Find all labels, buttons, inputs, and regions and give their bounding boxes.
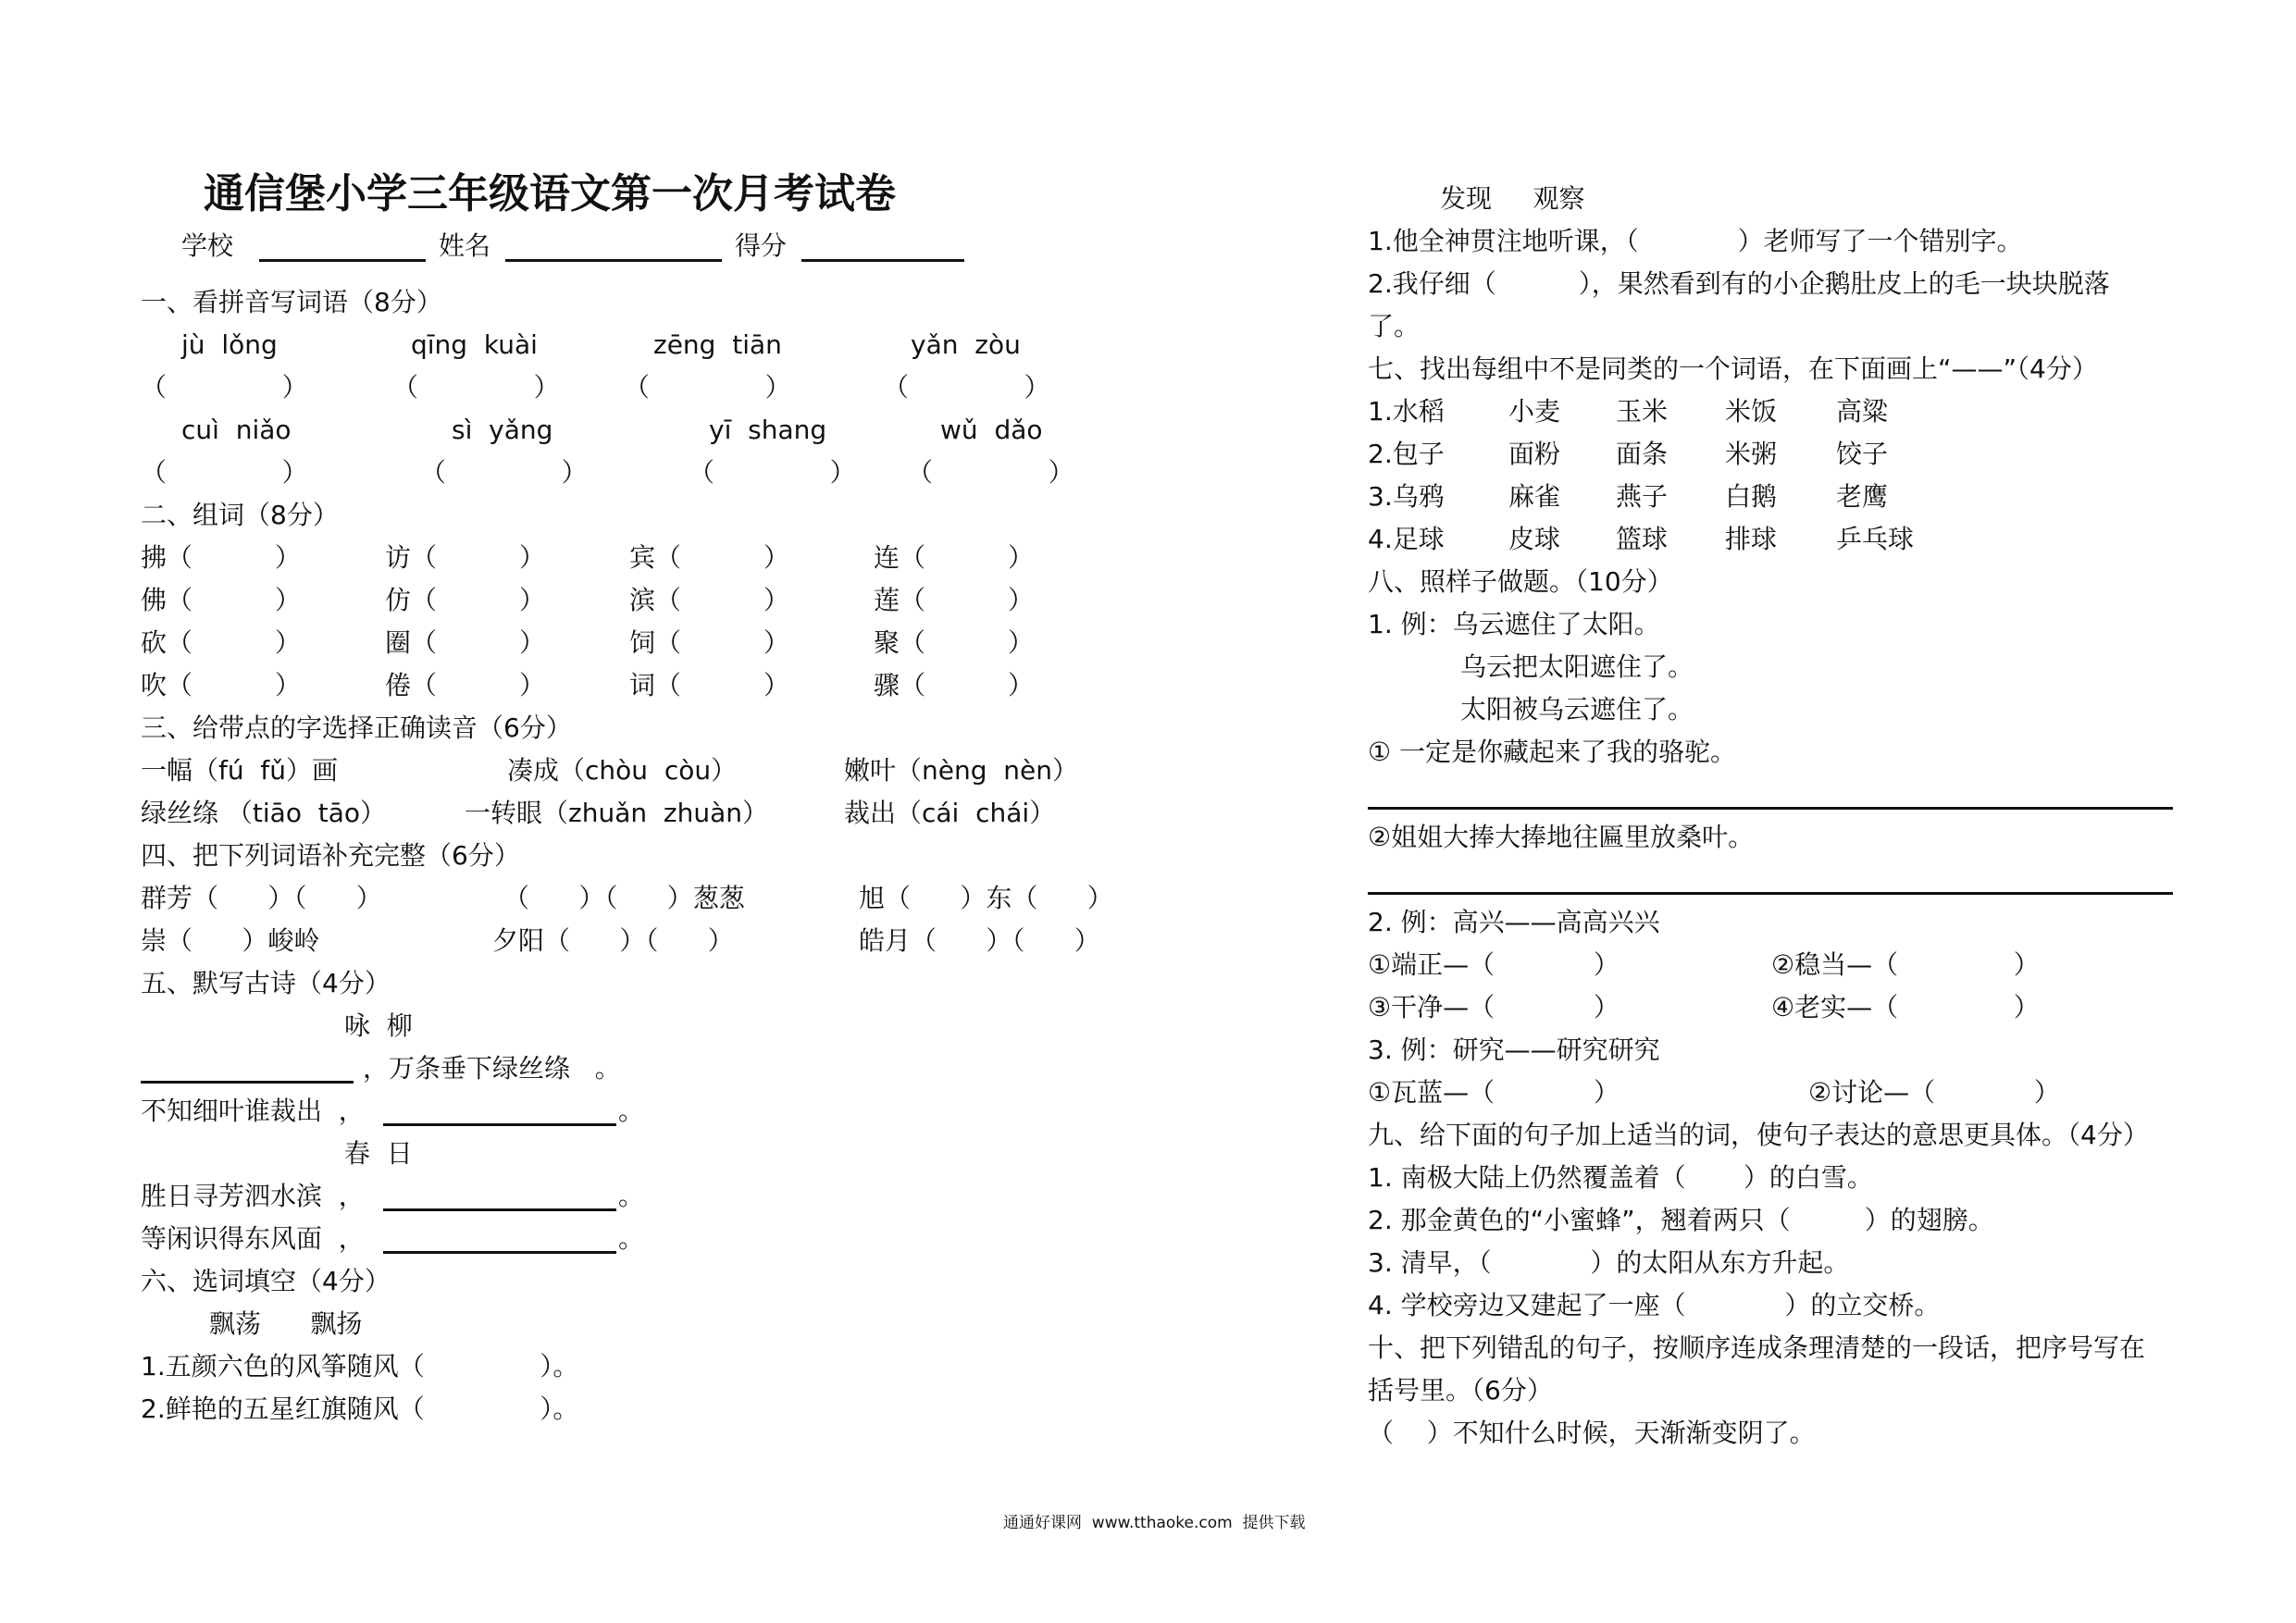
poem-title: 春 日 — [344, 1138, 413, 1169]
q9-heading: 九、给下面的句子加上适当的词，使句子表达的意思更具体。（4分） — [1368, 1120, 2149, 1150]
poem-blank[interactable] — [383, 1123, 616, 1126]
reduplication-item[interactable]: ③干净—（ ） — [1368, 992, 1620, 1022]
reading-choice[interactable]: 一幅（fú fǔ）画 — [141, 755, 339, 786]
answer-bracket[interactable]: （ ） — [624, 372, 791, 403]
word-group-item[interactable]: 词（ ） — [629, 670, 790, 700]
q6-heading: 六、选词填空（4分） — [141, 1266, 391, 1296]
answer-bracket[interactable]: （ ） — [141, 457, 308, 488]
pinyin: zēng tiān — [653, 329, 782, 360]
word-option[interactable]: 燕子 — [1616, 481, 1669, 512]
fill-item[interactable]: 2.我仔细（ ），果然看到有的小企鹅肚皮上的毛一块块脱落 — [1368, 268, 2110, 299]
pinyin: yǎn zòu — [911, 329, 1021, 360]
word-group-item[interactable]: 连（ ） — [874, 542, 1035, 573]
word-option[interactable]: 排球 — [1725, 524, 1778, 554]
reduplication-item[interactable]: ①瓦蓝—（ ） — [1368, 1077, 1620, 1108]
word-option[interactable]: 1.水稻 — [1368, 396, 1445, 427]
word-option[interactable]: 3.乌鸦 — [1368, 481, 1445, 512]
example-sentence: 1. 例：乌云遮住了太阳。 — [1368, 609, 1660, 639]
pinyin: yī shang — [709, 415, 827, 445]
example-sentence: 乌云把太阳遮住了。 — [1460, 651, 1694, 682]
word-option[interactable]: 玉米 — [1616, 396, 1669, 427]
school-label: 学校 — [181, 230, 234, 261]
poem-line: 胜日寻芳泗水滨 ， — [141, 1181, 365, 1211]
example-sentence: 2. 例：高兴——高高兴兴 — [1368, 907, 1660, 937]
reduplication-item[interactable]: ②讨论—（ ） — [1808, 1077, 2060, 1108]
idiom-item[interactable]: 群芳（ ）（ ） — [141, 883, 382, 913]
idiom-item[interactable]: 夕阳（ ）（ ） — [492, 925, 734, 956]
word-option[interactable]: 麻雀 — [1508, 481, 1561, 512]
fill-item[interactable]: 2.鲜艳的五星红旗随风（ ）。 — [141, 1394, 579, 1424]
answer-bracket[interactable]: （ ） — [689, 457, 856, 488]
page-title: 通信堡小学三年级语文第一次月考试卷 — [204, 170, 896, 217]
pinyin: qīng kuài — [411, 329, 538, 360]
q10-heading-continued: 括号里。（6分） — [1368, 1375, 1553, 1406]
poem-line: ，万条垂下绿丝绦 。 — [363, 1053, 621, 1084]
word-option[interactable]: 4.足球 — [1368, 524, 1445, 554]
fill-item[interactable]: 4. 学校旁边又建起了一座（ ）的立交桥。 — [1368, 1290, 1941, 1320]
poem-blank[interactable] — [383, 1251, 616, 1254]
reading-choice[interactable]: 凑成（chòu còu） — [507, 755, 738, 786]
word-option[interactable]: 乒乓球 — [1836, 524, 1915, 554]
idiom-item[interactable]: （ ）（ ）葱葱 — [503, 883, 745, 913]
word-group-item[interactable]: 仿（ ） — [385, 585, 546, 615]
score-label: 得分 — [735, 230, 788, 261]
word-option[interactable]: 篮球 — [1616, 524, 1669, 554]
word-group-item[interactable]: 骤（ ） — [874, 670, 1035, 700]
reduplication-item[interactable]: ①端正—（ ） — [1368, 949, 1620, 980]
fill-item[interactable]: 1. 南极大陆上仍然覆盖着（ ）的白雪。 — [1368, 1162, 1873, 1193]
poem-period: 。 — [618, 1181, 645, 1211]
q4-heading: 四、把下列词语补充完整（6分） — [141, 840, 520, 871]
school-field[interactable] — [259, 259, 426, 262]
word-choices: 飘荡 飘扬 — [209, 1308, 363, 1339]
answer-bracket[interactable]: （ ） — [141, 372, 308, 403]
fill-item[interactable]: 3. 清早，（ ）的太阳从东方升起。 — [1368, 1247, 1850, 1278]
word-group-item[interactable]: 拂（ ） — [141, 542, 302, 573]
fill-item-continued: 了。 — [1368, 311, 1421, 341]
word-option[interactable]: 小麦 — [1508, 396, 1561, 427]
idiom-item[interactable]: 皓月（ ）（ ） — [859, 925, 1100, 956]
word-option[interactable]: 高粱 — [1836, 396, 1889, 427]
poem-period: 。 — [618, 1223, 645, 1254]
word-group-item[interactable]: 宾（ ） — [629, 542, 790, 573]
word-group-item[interactable]: 倦（ ） — [385, 670, 546, 700]
ordering-item[interactable]: （ ）不知什么时候，天渐渐变阴了。 — [1368, 1418, 1816, 1448]
q3-heading: 三、给带点的字选择正确读音（6分） — [141, 712, 572, 743]
word-option[interactable]: 2.包子 — [1368, 439, 1445, 469]
word-choices: 发现 观察 — [1440, 183, 1585, 214]
q5-heading: 五、默写古诗（4分） — [141, 968, 391, 998]
word-group-item[interactable]: 聚（ ） — [874, 627, 1035, 658]
poem-period: 。 — [618, 1096, 645, 1126]
answer-bracket[interactable]: （ ） — [907, 457, 1074, 488]
word-option[interactable]: 老鹰 — [1836, 481, 1889, 512]
word-group-item[interactable]: 吹（ ） — [141, 670, 302, 700]
pinyin: sì yǎng — [452, 415, 553, 445]
score-field[interactable] — [801, 259, 964, 262]
answer-line[interactable] — [1368, 807, 2173, 810]
reduplication-item[interactable]: ④老实—（ ） — [1771, 992, 2040, 1022]
example-sentence: 3. 例：研究——研究研究 — [1368, 1035, 1660, 1065]
reading-choice[interactable]: 一转眼（zhuǎn zhuàn） — [465, 798, 768, 828]
fill-item[interactable]: 1.五颜六色的风筝随风（ ）。 — [141, 1351, 579, 1381]
fill-item[interactable]: 1.他全神贯注地听课，（ ）老师写了一个错别字。 — [1368, 226, 2023, 256]
footer-credit: 通通好课网 www.tthaoke.com 提供下载 — [1003, 1514, 1306, 1532]
word-option[interactable]: 饺子 — [1836, 439, 1889, 469]
word-option[interactable]: 面粉 — [1508, 439, 1561, 469]
q2-heading: 二、组词（8分） — [141, 500, 339, 530]
pinyin: wǔ dǎo — [940, 415, 1043, 445]
name-label: 姓名 — [439, 230, 491, 261]
word-group-item[interactable]: 滨（ ） — [629, 585, 790, 615]
reading-choice[interactable]: 裁出（cái chái） — [844, 798, 1056, 828]
exercise-sentence: ① 一定是你藏起来了我的骆驼。 — [1368, 737, 1737, 767]
fill-item[interactable]: 2. 那金黄色的“小蜜蜂”，翘着两只（ ）的翅膀。 — [1368, 1205, 1994, 1235]
q1-heading: 一、看拼音写词语（8分） — [141, 287, 442, 317]
word-option[interactable]: 米饭 — [1725, 396, 1778, 427]
q7-heading: 七、找出每组中不是同类的一个词语，在下面画上“——”（4分） — [1368, 353, 2098, 384]
word-option[interactable]: 面条 — [1616, 439, 1669, 469]
word-group-item[interactable]: 访（ ） — [385, 542, 546, 573]
pinyin: jù lǒng — [181, 329, 278, 360]
poem-line: 等闲识得东风面 ， — [141, 1223, 365, 1254]
answer-bracket[interactable]: （ ） — [392, 372, 560, 403]
reading-choice[interactable]: 嫩叶（nèng nèn） — [844, 755, 1079, 786]
idiom-item[interactable]: 旭（ ）东（ ） — [859, 883, 1113, 913]
answer-line[interactable] — [1368, 892, 2173, 895]
word-group-item[interactable]: 佛（ ） — [141, 585, 302, 615]
word-group-item[interactable]: 圈（ ） — [385, 627, 546, 658]
word-group-item[interactable]: 莲（ ） — [874, 585, 1035, 615]
poem-blank[interactable] — [141, 1081, 354, 1084]
example-sentence: 太阳被乌云遮住了。 — [1460, 694, 1694, 725]
answer-bracket[interactable]: （ ） — [883, 372, 1050, 403]
word-group-item[interactable]: 饲（ ） — [629, 627, 790, 658]
reduplication-item[interactable]: ②稳当—（ ） — [1771, 949, 2040, 980]
word-group-item[interactable]: 砍（ ） — [141, 627, 302, 658]
q10-heading: 十、把下列错乱的句子，按顺序连成条理清楚的一段话，把序号写在 — [1368, 1332, 2146, 1363]
word-option[interactable]: 皮球 — [1508, 524, 1561, 554]
word-option[interactable]: 米粥 — [1725, 439, 1778, 469]
idiom-item[interactable]: 崇（ ）峻岭 — [141, 925, 320, 956]
pinyin: cuì niǎo — [181, 415, 292, 445]
poem-blank[interactable] — [383, 1208, 616, 1211]
q8-heading: 八、照样子做题。（10分） — [1368, 566, 1673, 597]
reading-choice[interactable]: 绿丝绦 （tiāo tāo） — [141, 798, 387, 828]
word-option[interactable]: 白鹅 — [1725, 481, 1778, 512]
answer-bracket[interactable]: （ ） — [420, 457, 588, 488]
poem-line: 不知细叶谁裁出 ， — [141, 1096, 365, 1126]
poem-title: 咏 柳 — [344, 1010, 413, 1041]
exercise-sentence: ②姐姐大捧大捧地往匾里放桑叶。 — [1368, 822, 1755, 852]
name-field[interactable] — [505, 259, 722, 262]
